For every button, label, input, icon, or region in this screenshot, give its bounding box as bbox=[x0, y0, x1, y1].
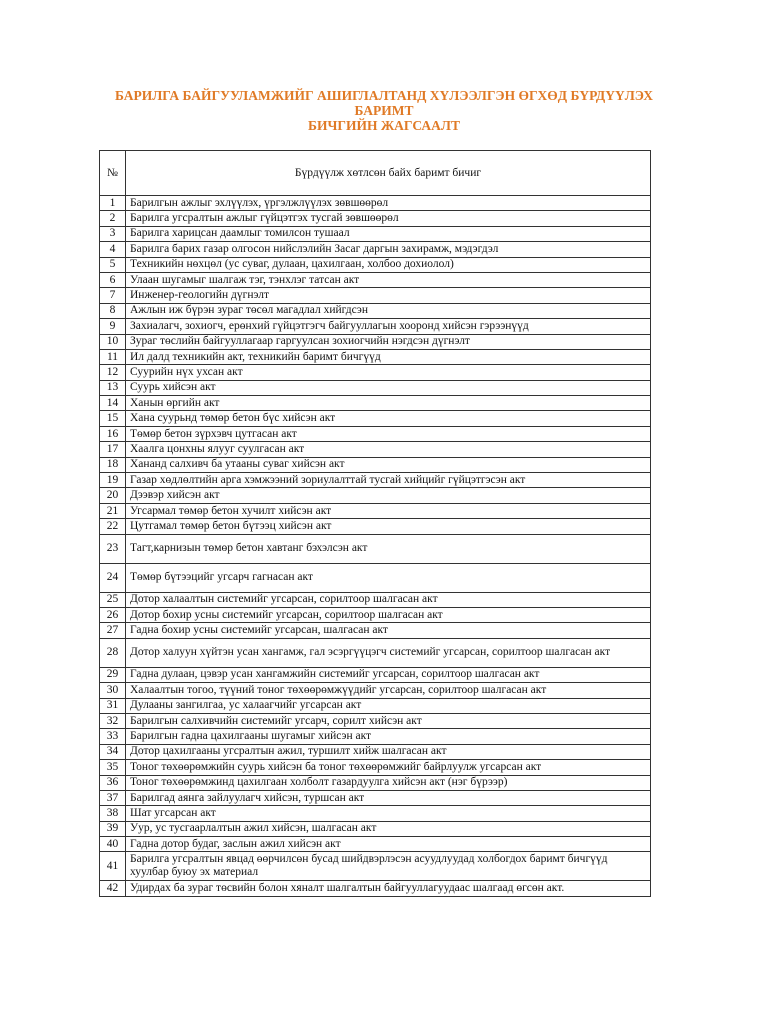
row-document: Гадна бохир усны системийг угсарсан, шалгасан акт bbox=[126, 623, 651, 638]
row-document: Хана суурьнд төмөр бетон бүс хийсэн акт bbox=[126, 411, 651, 426]
table-row bbox=[100, 257, 651, 272]
row-number: 15 bbox=[100, 411, 126, 426]
row-number: 12 bbox=[100, 365, 126, 380]
title-line-3: БИЧГИЙН ЖАГСААЛТ bbox=[308, 118, 460, 133]
table-row bbox=[100, 775, 651, 790]
row-document: Техникийн нөхцөл (ус суваг, дулаан, цахилгаан, холбоо дохиолол) bbox=[126, 257, 651, 272]
table-row bbox=[100, 837, 651, 852]
row-number: 10 bbox=[100, 334, 126, 349]
table-row bbox=[100, 457, 651, 472]
row-document: Дотор цахилгааны угсралтын ажил, туршилт хийж шалгасан акт bbox=[126, 744, 651, 759]
row-number: 5 bbox=[100, 257, 126, 272]
row-document: Барилга угсралтын ажлыг гүйцэтгэх тусгай зөвшөөрөл bbox=[126, 211, 651, 226]
table-row bbox=[100, 288, 651, 303]
row-document: Барилга харицсан даамлыг томилсон тушаал bbox=[126, 226, 651, 241]
row-document: Цутгамал төмөр бетон бүтээц хийсэн акт bbox=[126, 519, 651, 534]
row-number: 32 bbox=[100, 713, 126, 728]
row-number: 38 bbox=[100, 806, 126, 821]
table-row bbox=[100, 242, 651, 257]
row-document: Улаан шугамыг шалгаж тэг, тэнхлэг татсан акт bbox=[126, 272, 651, 287]
table-row bbox=[100, 698, 651, 713]
table-row bbox=[100, 623, 651, 638]
table-row bbox=[100, 683, 651, 698]
row-document: Гадна дотор будаг, заслын ажил хийсэн акт bbox=[126, 837, 651, 852]
row-document: Халаалтын тогоо, түүний тоног төхөөрөмжүүдийг угсарсан, сорилтоор шалгасан акт bbox=[126, 683, 651, 698]
row-number: 29 bbox=[100, 667, 126, 682]
row-number: 18 bbox=[100, 457, 126, 472]
row-document: Ханын өргийн акт bbox=[126, 396, 651, 411]
row-number: 41 bbox=[100, 852, 126, 881]
row-number: 7 bbox=[100, 288, 126, 303]
row-document: Барилгын гадна цахилгааны шугамыг хийсэн акт bbox=[126, 729, 651, 744]
row-document: Дотор халуун хүйтэн усан хангамж, гал эсэргүүцэгч системийг угсарсан, сорилтоор шалгасан акт bbox=[126, 638, 651, 667]
table-row bbox=[100, 319, 651, 334]
table-row bbox=[100, 760, 651, 775]
table-row bbox=[100, 607, 651, 622]
row-number: 24 bbox=[100, 563, 126, 592]
row-number: 37 bbox=[100, 790, 126, 805]
table-row bbox=[100, 519, 651, 534]
table-row bbox=[100, 426, 651, 441]
row-number: 14 bbox=[100, 396, 126, 411]
row-document: Ажлын иж бүрэн зураг төсөл магадлал хийгдсэн bbox=[126, 303, 651, 318]
row-number: 21 bbox=[100, 503, 126, 518]
row-number: 4 bbox=[100, 242, 126, 257]
row-document: Төмөр бетон зүрхэвч цутгасан акт bbox=[126, 426, 651, 441]
row-number: 8 bbox=[100, 303, 126, 318]
table-row bbox=[100, 852, 651, 881]
row-number: 3 bbox=[100, 226, 126, 241]
row-number: 11 bbox=[100, 349, 126, 364]
row-number: 34 bbox=[100, 744, 126, 759]
row-document: Гадна дулаан, цэвэр усан хангамжийн системийг угсарсан, сорилтоор шалгасан акт bbox=[126, 667, 651, 682]
row-number: 2 bbox=[100, 211, 126, 226]
row-number: 36 bbox=[100, 775, 126, 790]
row-number: 25 bbox=[100, 592, 126, 607]
documents-table bbox=[99, 150, 651, 897]
table-row bbox=[100, 349, 651, 364]
title-line-2: БАРИМТ bbox=[354, 103, 414, 118]
table-row bbox=[100, 744, 651, 759]
table-row bbox=[100, 563, 651, 592]
row-document: Хаалга цонхны ялууг суулгасан акт bbox=[126, 442, 651, 457]
table-row bbox=[100, 473, 651, 488]
row-document: Суурь хийсэн акт bbox=[126, 380, 651, 395]
row-document: Угсармал төмөр бетон хучилт хийсэн акт bbox=[126, 503, 651, 518]
row-document: Тоног төхөөрөмжинд цахилгаан холболт газардуулга хийсэн акт (нэг бүрээр) bbox=[126, 775, 651, 790]
row-document: Удирдах ба зураг төсвийн болон хяналт шалгалтын байгууллагуудаас шалгаад өгсөн акт. bbox=[126, 881, 651, 896]
row-document: Суурийн нүх ухсан акт bbox=[126, 365, 651, 380]
row-number: 33 bbox=[100, 729, 126, 744]
row-document: Барилгад аянга зайлуулагч хийсэн, туршсан акт bbox=[126, 790, 651, 805]
row-document: Уур, ус тусгаарлалтын ажил хийсэн, шалгасан акт bbox=[126, 821, 651, 836]
table-row bbox=[100, 442, 651, 457]
table-row bbox=[100, 790, 651, 805]
row-document: Барилга угсралтын явцад өөрчилсөн бусад шийдвэрлэсэн асуудлуудад холбогдох баримт бичгүүд хуулбар буюу эх материал bbox=[126, 852, 651, 881]
table-row bbox=[100, 196, 651, 211]
row-document: Зураг төслийн байгууллагаар гаргуулсан зохиогчийн нэгдсэн дүгнэлт bbox=[126, 334, 651, 349]
table-row bbox=[100, 667, 651, 682]
table-row bbox=[100, 334, 651, 349]
table-row bbox=[100, 503, 651, 518]
row-number: 16 bbox=[100, 426, 126, 441]
table-row bbox=[100, 821, 651, 836]
table-body bbox=[100, 196, 651, 897]
table-row bbox=[100, 272, 651, 287]
table-row bbox=[100, 713, 651, 728]
row-number: 27 bbox=[100, 623, 126, 638]
row-number: 26 bbox=[100, 607, 126, 622]
row-number: 42 bbox=[100, 881, 126, 896]
table-row bbox=[100, 534, 651, 563]
row-document: Төмөр бүтээцийг угсарч гагнасан акт bbox=[126, 563, 651, 592]
table-row bbox=[100, 638, 651, 667]
table-row bbox=[100, 488, 651, 503]
title-line-1: БАРИЛГА БАЙГУУЛАМЖИЙГ АШИГЛАЛТАНД ХҮЛЭЭЛГЭН ӨГХӨД БҮРДҮҮЛЭХ bbox=[114, 88, 654, 103]
row-number: 39 bbox=[100, 821, 126, 836]
table-row bbox=[100, 211, 651, 226]
row-document: Ил далд техникийн акт, техникийн баримт бичгүүд bbox=[126, 349, 651, 364]
row-document: Барилга барих газар олгосон нийслэлийн Засаг даргын захирамж, мэдэгдэл bbox=[126, 242, 651, 257]
row-document: Тагт,карнизын төмөр бетон хавтанг бэхэлсэн акт bbox=[126, 534, 651, 563]
row-document: Шат угсарсан акт bbox=[126, 806, 651, 821]
table-row bbox=[100, 303, 651, 318]
row-document: Барилгын салхивчийн системийг угсарч, сорилт хийсэн акт bbox=[126, 713, 651, 728]
row-number: 23 bbox=[100, 534, 126, 563]
row-document: Захиалагч, зохиогч, ерөнхий гүйцэтгэгч байгууллагын хооронд хийсэн гэрээнүүд bbox=[126, 319, 651, 334]
table-row bbox=[100, 411, 651, 426]
row-document: Барилгын ажлыг эхлүүлэх, үргэлжлүүлэх зөвшөөрөл bbox=[126, 196, 651, 211]
row-number: 17 bbox=[100, 442, 126, 457]
row-document: Дулааны зангилгаа, ус халаагчийг угсарсан акт bbox=[126, 698, 651, 713]
row-number: 30 bbox=[100, 683, 126, 698]
row-number: 31 bbox=[100, 698, 126, 713]
table-row bbox=[100, 806, 651, 821]
table-row bbox=[100, 380, 651, 395]
row-number: 22 bbox=[100, 519, 126, 534]
row-number: 28 bbox=[100, 638, 126, 667]
table-row bbox=[100, 365, 651, 380]
row-document: Хананд салхивч ба утааны суваг хийсэн акт bbox=[126, 457, 651, 472]
row-number: 20 bbox=[100, 488, 126, 503]
row-number: 6 bbox=[100, 272, 126, 287]
table-row bbox=[100, 881, 651, 896]
header-number: № bbox=[100, 151, 126, 196]
row-document: Дээвэр хийсэн акт bbox=[126, 488, 651, 503]
row-document: Дотор бохир усны системийг угсарсан, сорилтоор шалгасан акт bbox=[126, 607, 651, 622]
row-document: Газар хөдлөлтийн арга хэмжээний зориулалттай тусгай хийцийг гүйцэтгэсэн акт bbox=[126, 473, 651, 488]
row-document: Инженер-геологийн дүгнэлт bbox=[126, 288, 651, 303]
document-title bbox=[0, 88, 768, 133]
table-row bbox=[100, 226, 651, 241]
row-number: 13 bbox=[100, 380, 126, 395]
row-number: 1 bbox=[100, 196, 126, 211]
row-number: 9 bbox=[100, 319, 126, 334]
table-header-row bbox=[100, 151, 651, 196]
row-number: 19 bbox=[100, 473, 126, 488]
row-number: 40 bbox=[100, 837, 126, 852]
row-number: 35 bbox=[100, 760, 126, 775]
row-document: Тоног төхөөрөмжийн суурь хийсэн ба тоног төхөөрөмжийг байрлуулж угсарсан акт bbox=[126, 760, 651, 775]
table-row bbox=[100, 592, 651, 607]
row-document: Дотор халаалтын системийг угсарсан, сорилтоор шалгасан акт bbox=[126, 592, 651, 607]
header-document: Бүрдүүлж хөтлсөн байх баримт бичиг bbox=[126, 151, 651, 196]
table-row bbox=[100, 729, 651, 744]
table-row bbox=[100, 396, 651, 411]
